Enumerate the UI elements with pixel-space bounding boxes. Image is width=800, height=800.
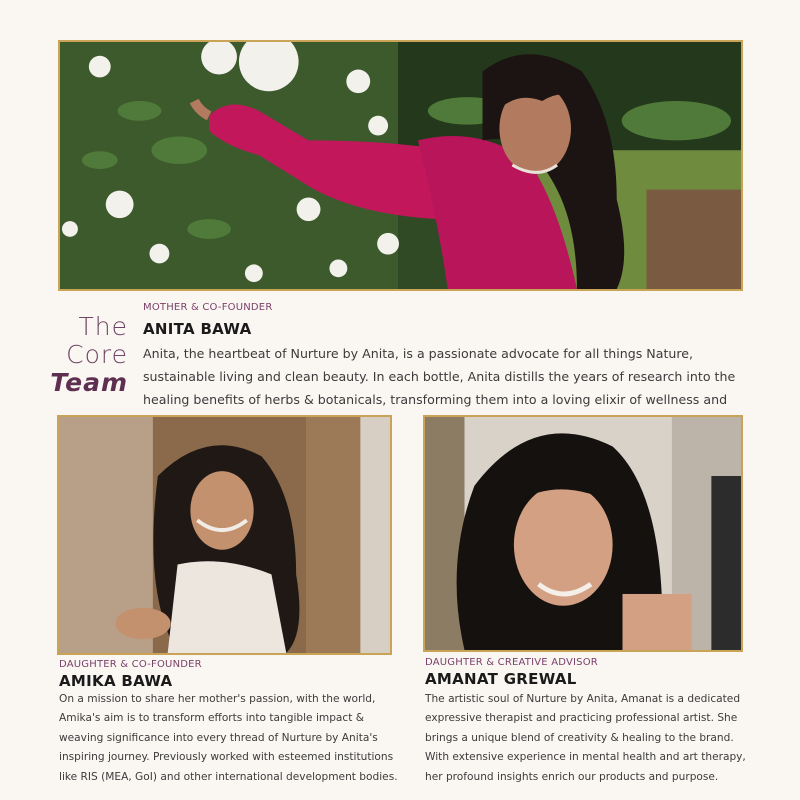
heading-line-the: The <box>78 312 128 341</box>
amanat-name: AMANAT GREWAL <box>425 670 577 688</box>
heading-line-core: Core <box>66 340 128 369</box>
amika-name: AMIKA BAWA <box>59 672 173 690</box>
amika-role: DAUGHTER & CO-FOUNDER <box>59 659 202 670</box>
amika-bio: On a mission to share her mother's passion, with the world, Amika's aim is to transform efforts into tangible impact & weaving significance into every thread of Nurture by Anita's inspiring journey. Previously worked with esteemed institutions like RIS (MEA, GoI) and other international development bodies. <box>59 693 398 783</box>
amanat-bio: The artistic soul of Nurture by Anita, Amanat is a dedicated expressive therapist and practicing professional artist. She brings a unique blend of creativity & healing to the brand. With extensive experience in mental health and art therapy, her profound insights enrich our products and purpose. <box>425 693 746 783</box>
anita-role: MOTHER & CO-FOUNDER <box>143 302 273 313</box>
amanat-role: DAUGHTER & CREATIVE ADVISOR <box>425 657 598 668</box>
section-heading <box>50 313 128 397</box>
anita-bio: Anita, the heartbeat of Nurture by Anita, is a passionate advocate for all things Nature, sustainable living and clean beauty. In each bottle, Anita distills the years of research into the healing benefits of herbs & botanicals, transforming them into a loving elixir of wellness and <box>143 346 736 407</box>
anita-name: ANITA BAWA <box>143 320 252 338</box>
heading-line-team: Team <box>50 368 128 397</box>
amika-photo <box>57 415 392 655</box>
amanat-photo <box>423 415 743 652</box>
anita-photo <box>58 40 743 291</box>
